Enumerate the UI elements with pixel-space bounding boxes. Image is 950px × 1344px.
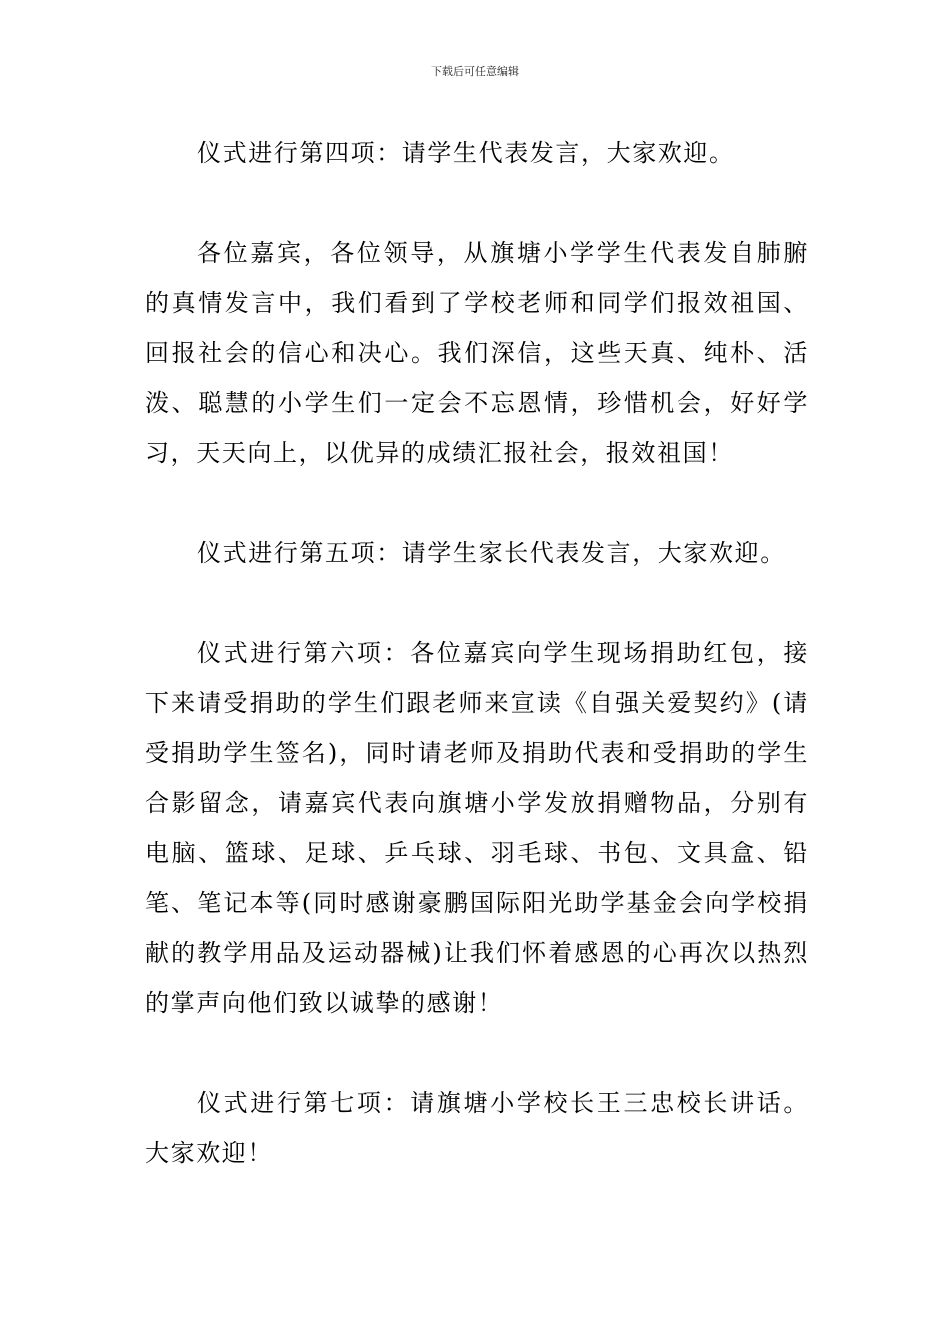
paragraph-gap [145, 478, 809, 528]
header-note: 下载后可任意编辑 [431, 65, 519, 78]
paragraph-gap [145, 178, 809, 228]
paragraph-item-7: 仪式进行第七项：请旗塘小学校长王三忠校长讲话。大家欢迎！ [145, 1089, 809, 1167]
paragraph-gap [145, 578, 809, 628]
paragraph-item-4: 仪式进行第四项：请学生代表发言，大家欢迎。 [197, 139, 735, 167]
paragraph-item-5: 仪式进行第五项：请学生家长代表发言，大家欢迎。 [197, 539, 786, 567]
paragraph-item-6: 仪式进行第六项：各位嘉宾向学生现场捐助红包，接下来请受捐助的学生们跟老师来宣读《自强关爱契约》(请受捐助学生签名)，同时请老师及捐助代表和受捐助的学生合影留念，请嘉宾代表向旗塘小学发放捐赠物品，分别有电脑、篮球、足球、乒乓球、羽毛球、书包、文具盒、铅笔、笔记本等(同时感谢豪鹏国际阳光助学基金会向学校捐献的教学用品及运动器械)让我们怀着感恩的心再次以热烈的掌声向他们致以诚挚的感谢！ [145, 639, 809, 1017]
paragraph-gap [145, 1028, 809, 1078]
paragraph-closing-remarks: 各位嘉宾，各位领导，从旗塘小学学生代表发自肺腑的真情发言中，我们看到了学校老师和同学们报效祖国、回报社会的信心和决心。我们深信，这些天真、纯朴、活泼、聪慧的小学生们一定会不忘恩情，珍惜机会，好好学习，天天向上，以优异的成绩汇报社会，报效祖国！ [145, 239, 809, 467]
document-body [145, 128, 809, 1178]
